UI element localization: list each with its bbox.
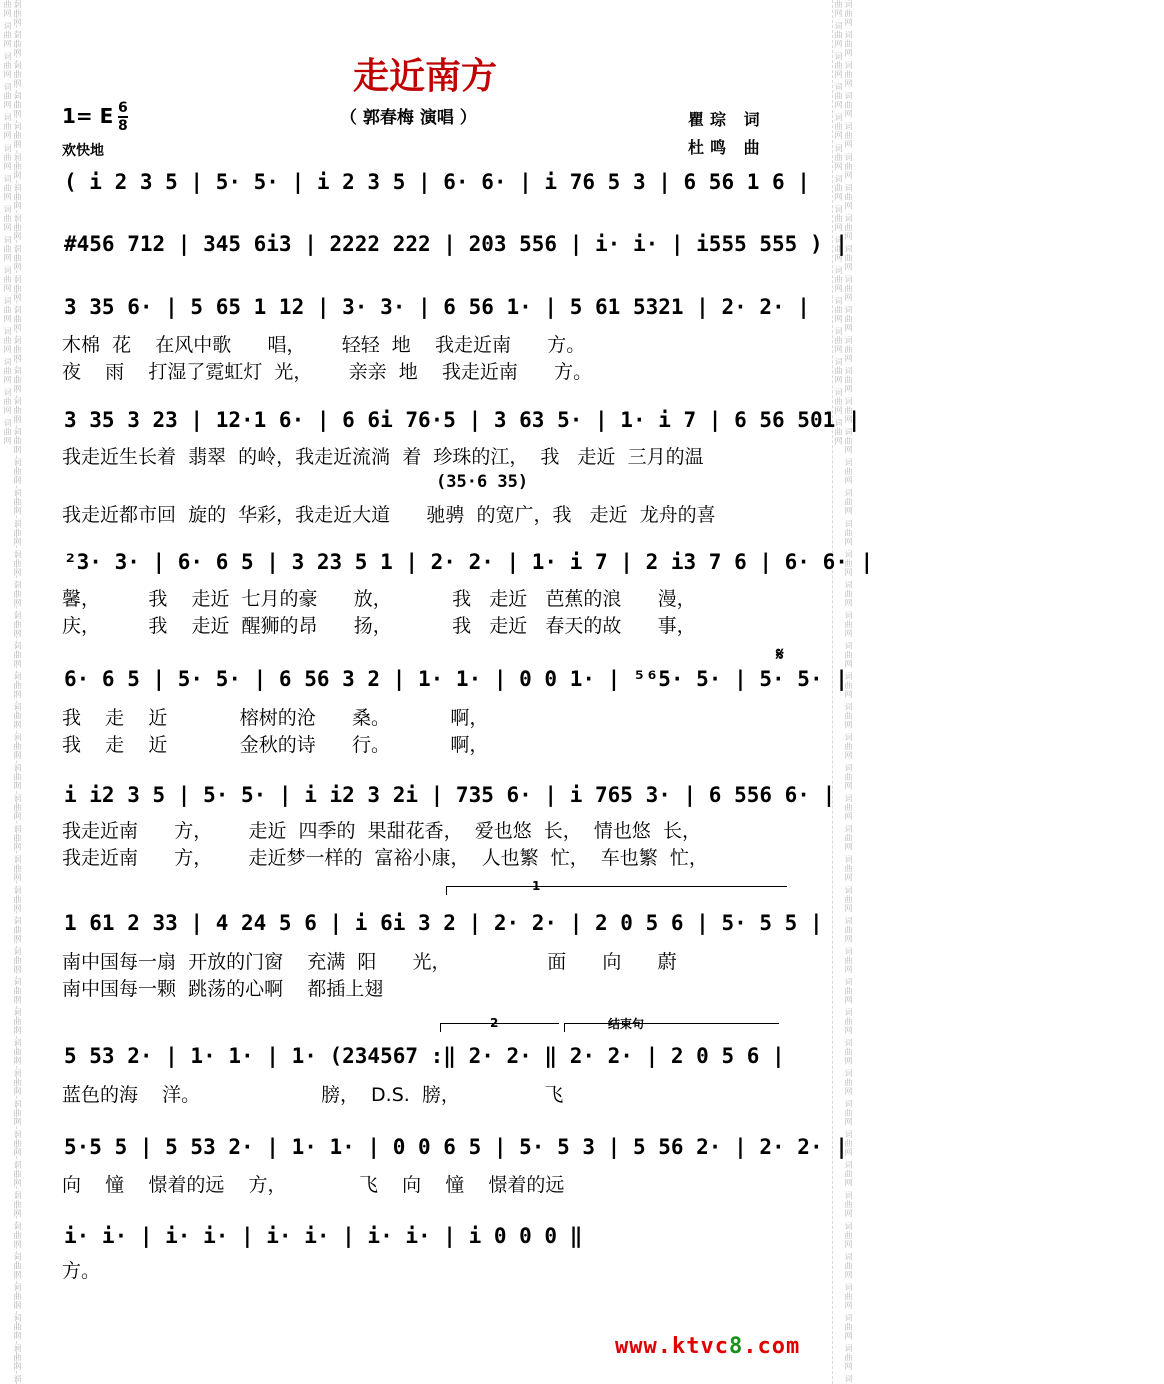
lyric-line: 木棉 花 在风中歌 唱， 轻轻 地 我走近南 方。 xyxy=(62,334,586,356)
time-signature xyxy=(118,100,128,134)
site-footer-link[interactable] xyxy=(615,1334,800,1359)
segno-sign: 𝄋 xyxy=(776,644,784,665)
watermark-text: 词曲网 词曲网 词曲网 词曲网 词曲网 词曲网 词曲网 词曲网 词曲网 词曲网 词曲网 词曲网 词曲网 词曲网 词曲网 词曲网 词曲网 词曲网 词曲网 词曲网 词曲网 词曲网 词曲网 词曲网 词曲网 词曲网 词曲网 词曲网 词曲网 词曲网 词曲网 词曲网 词曲网 词曲网 词曲网 词曲网 词曲网 词曲网 词曲网 词曲网 词曲网 词曲网 词曲网 词曲网 词曲网 词曲网 词曲网 词曲网 词曲网 词曲网 词曲网 词曲网 词曲网 词曲网 词曲网 词曲网 词曲网 词曲网 词曲网 词曲网 xyxy=(3,0,22,1384)
lyric-line: 南中国每一扇 开放的门窗 充满 阳 光， 面 向 蔚 xyxy=(62,951,677,973)
lyric-line: 我走近南 方， 走近梦一样的 富裕小康， 人也繁 忙， 车也繁 忙， xyxy=(62,847,708,869)
notation-line: i i2 3 5 | 5· 5· | i i2 3 2i | 735 6· | i 765 3· | 6 556 6· | xyxy=(64,783,836,807)
volta-label-1: 1 xyxy=(532,879,541,893)
notation-line: i· i· | i· i· | i· i· | i· i· | i 0 0 0 ‖ xyxy=(64,1224,583,1248)
lyric-line: 我 走 近 榕树的沧 桑。 啊， xyxy=(62,707,489,729)
lyric-line: 庆， 我 走近 醒狮的昂 扬， 我 走近 春天的故 事， xyxy=(62,615,696,637)
lyric-line: 我走近南 方， 走近 四季的 果甜花香， 爱也悠 长， 情也悠 长， xyxy=(62,820,701,842)
song-title: 走近南方 xyxy=(352,56,497,97)
volta-label-2: 2 xyxy=(490,1016,499,1030)
lyric-line: 夜 雨 打湿了霓虹灯 光， 亲亲 地 我走近南 方。 xyxy=(62,361,593,383)
lyric-line: 我走近都市回 旋的 华彩，我走近大道 驰骋 的宽广，我 走近 龙舟的喜 xyxy=(62,504,716,526)
lyric-line: 方。 xyxy=(62,1260,101,1282)
notation-line: 5·5 5 | 5 53 2· | 1· 1· | 0 0 6 5 | 5· 5 3 | 5 56 2· | 2· 2· | xyxy=(64,1135,848,1159)
notation-line: 3 35 3 23 | 12·1 6· | 6 6i 76·5 | 3 63 5· | 1· i 7 | 6 56 501 | xyxy=(64,408,861,432)
watermark-text: 词曲网 词曲网 词曲网 词曲网 词曲网 词曲网 词曲网 词曲网 词曲网 词曲网 词曲网 词曲网 词曲网 词曲网 词曲网 词曲网 词曲网 词曲网 词曲网 词曲网 词曲网 词曲网 词曲网 词曲网 词曲网 词曲网 词曲网 词曲网 词曲网 词曲网 词曲网 词曲网 词曲网 词曲网 词曲网 词曲网 词曲网 词曲网 词曲网 词曲网 词曲网 词曲网 词曲网 词曲网 词曲网 词曲网 词曲网 词曲网 词曲网 词曲网 词曲网 词曲网 词曲网 词曲网 词曲网 词曲网 词曲网 词曲网 词曲网 词曲网 xyxy=(834,0,853,1384)
notation-line: #456 712 | 345 6i3 | 2222 222 | 203 556 | i· i· | i555 555 ) | xyxy=(64,232,848,256)
notation-line: 3 35 6· | 5 65 1 12 | 3· 3· | 6 56 1· | 5 61 5321 | 2· 2· | xyxy=(64,295,810,319)
tempo-marking: 欢快地 xyxy=(62,143,104,159)
time-numerator: 6 xyxy=(118,100,128,116)
lyric-line: 我 走 近 金秋的诗 行。 啊， xyxy=(62,734,489,756)
notation-line: 5 53 2· | 1· 1· | 1· (234567 :‖ 2· 2· ‖ 2· 2· | 2 0 5 6 | xyxy=(64,1044,785,1068)
lyric-line: 馨， 我 走近 七月的豪 放， 我 走近 芭蕉的浪 漫， xyxy=(62,588,696,610)
notation-line: 6· 6 5 | 5· 5· | 6 56 3 2 | 1· 1· | 0 0 1· | ⁵⁶5· 5· | 5· 5· | xyxy=(64,667,848,691)
composer-credit: 杜鸣 曲 xyxy=(688,138,766,157)
footer-eight: 8 xyxy=(728,1334,744,1359)
notation-line: ²3· 3· | 6· 6 5 | 3 23 5 1 | 2· 2· | 1· i 7 | 2 i3 7 6 | 6· 6· | xyxy=(64,550,874,574)
ending-label: 结束句 xyxy=(608,1017,645,1031)
lyric-line: 蓝色的海 洋。 膀， D.S. 膀， 飞 xyxy=(62,1084,564,1106)
watermark-right xyxy=(832,0,853,1384)
volta-bracket-1 xyxy=(446,886,787,895)
time-denominator: 8 xyxy=(118,118,128,134)
watermark-left xyxy=(2,0,22,1384)
footer-tld: .com xyxy=(743,1334,801,1359)
lyricist-credit: 瞿琮 词 xyxy=(688,110,766,129)
notation-variant: (35·6 35) xyxy=(436,472,529,492)
volta-bracket-2 xyxy=(440,1023,559,1032)
lyric-line: 向 憧 憬着的远 方， 飞 向 憧 憬着的远 xyxy=(62,1174,565,1196)
lyric-line: 南中国每一颗 跳荡的心啊 都插上翅 xyxy=(62,978,384,1000)
notation-line: 1 61 2 33 | 4 24 5 6 | i 6i 3 2 | 2· 2· | 2 0 5 6 | 5· 5 5 | xyxy=(64,911,823,935)
performer-subtitle: （ 郭春梅 演唱 ） xyxy=(340,108,477,128)
footer-prefix: www.ktvc xyxy=(615,1334,729,1359)
notation-line: ( i 2 3 5 | 5· 5· | i 2 3 5 | 6· 6· | i 76 5 3 | 6 56 1 6 | xyxy=(64,170,810,194)
ending-bracket xyxy=(564,1023,779,1032)
lyric-line: 我走近生长着 翡翠 的岭，我走近流淌 着 珍珠的江， 我 走近 三月的温 xyxy=(62,446,704,468)
key-signature: 1= E xyxy=(62,104,114,128)
